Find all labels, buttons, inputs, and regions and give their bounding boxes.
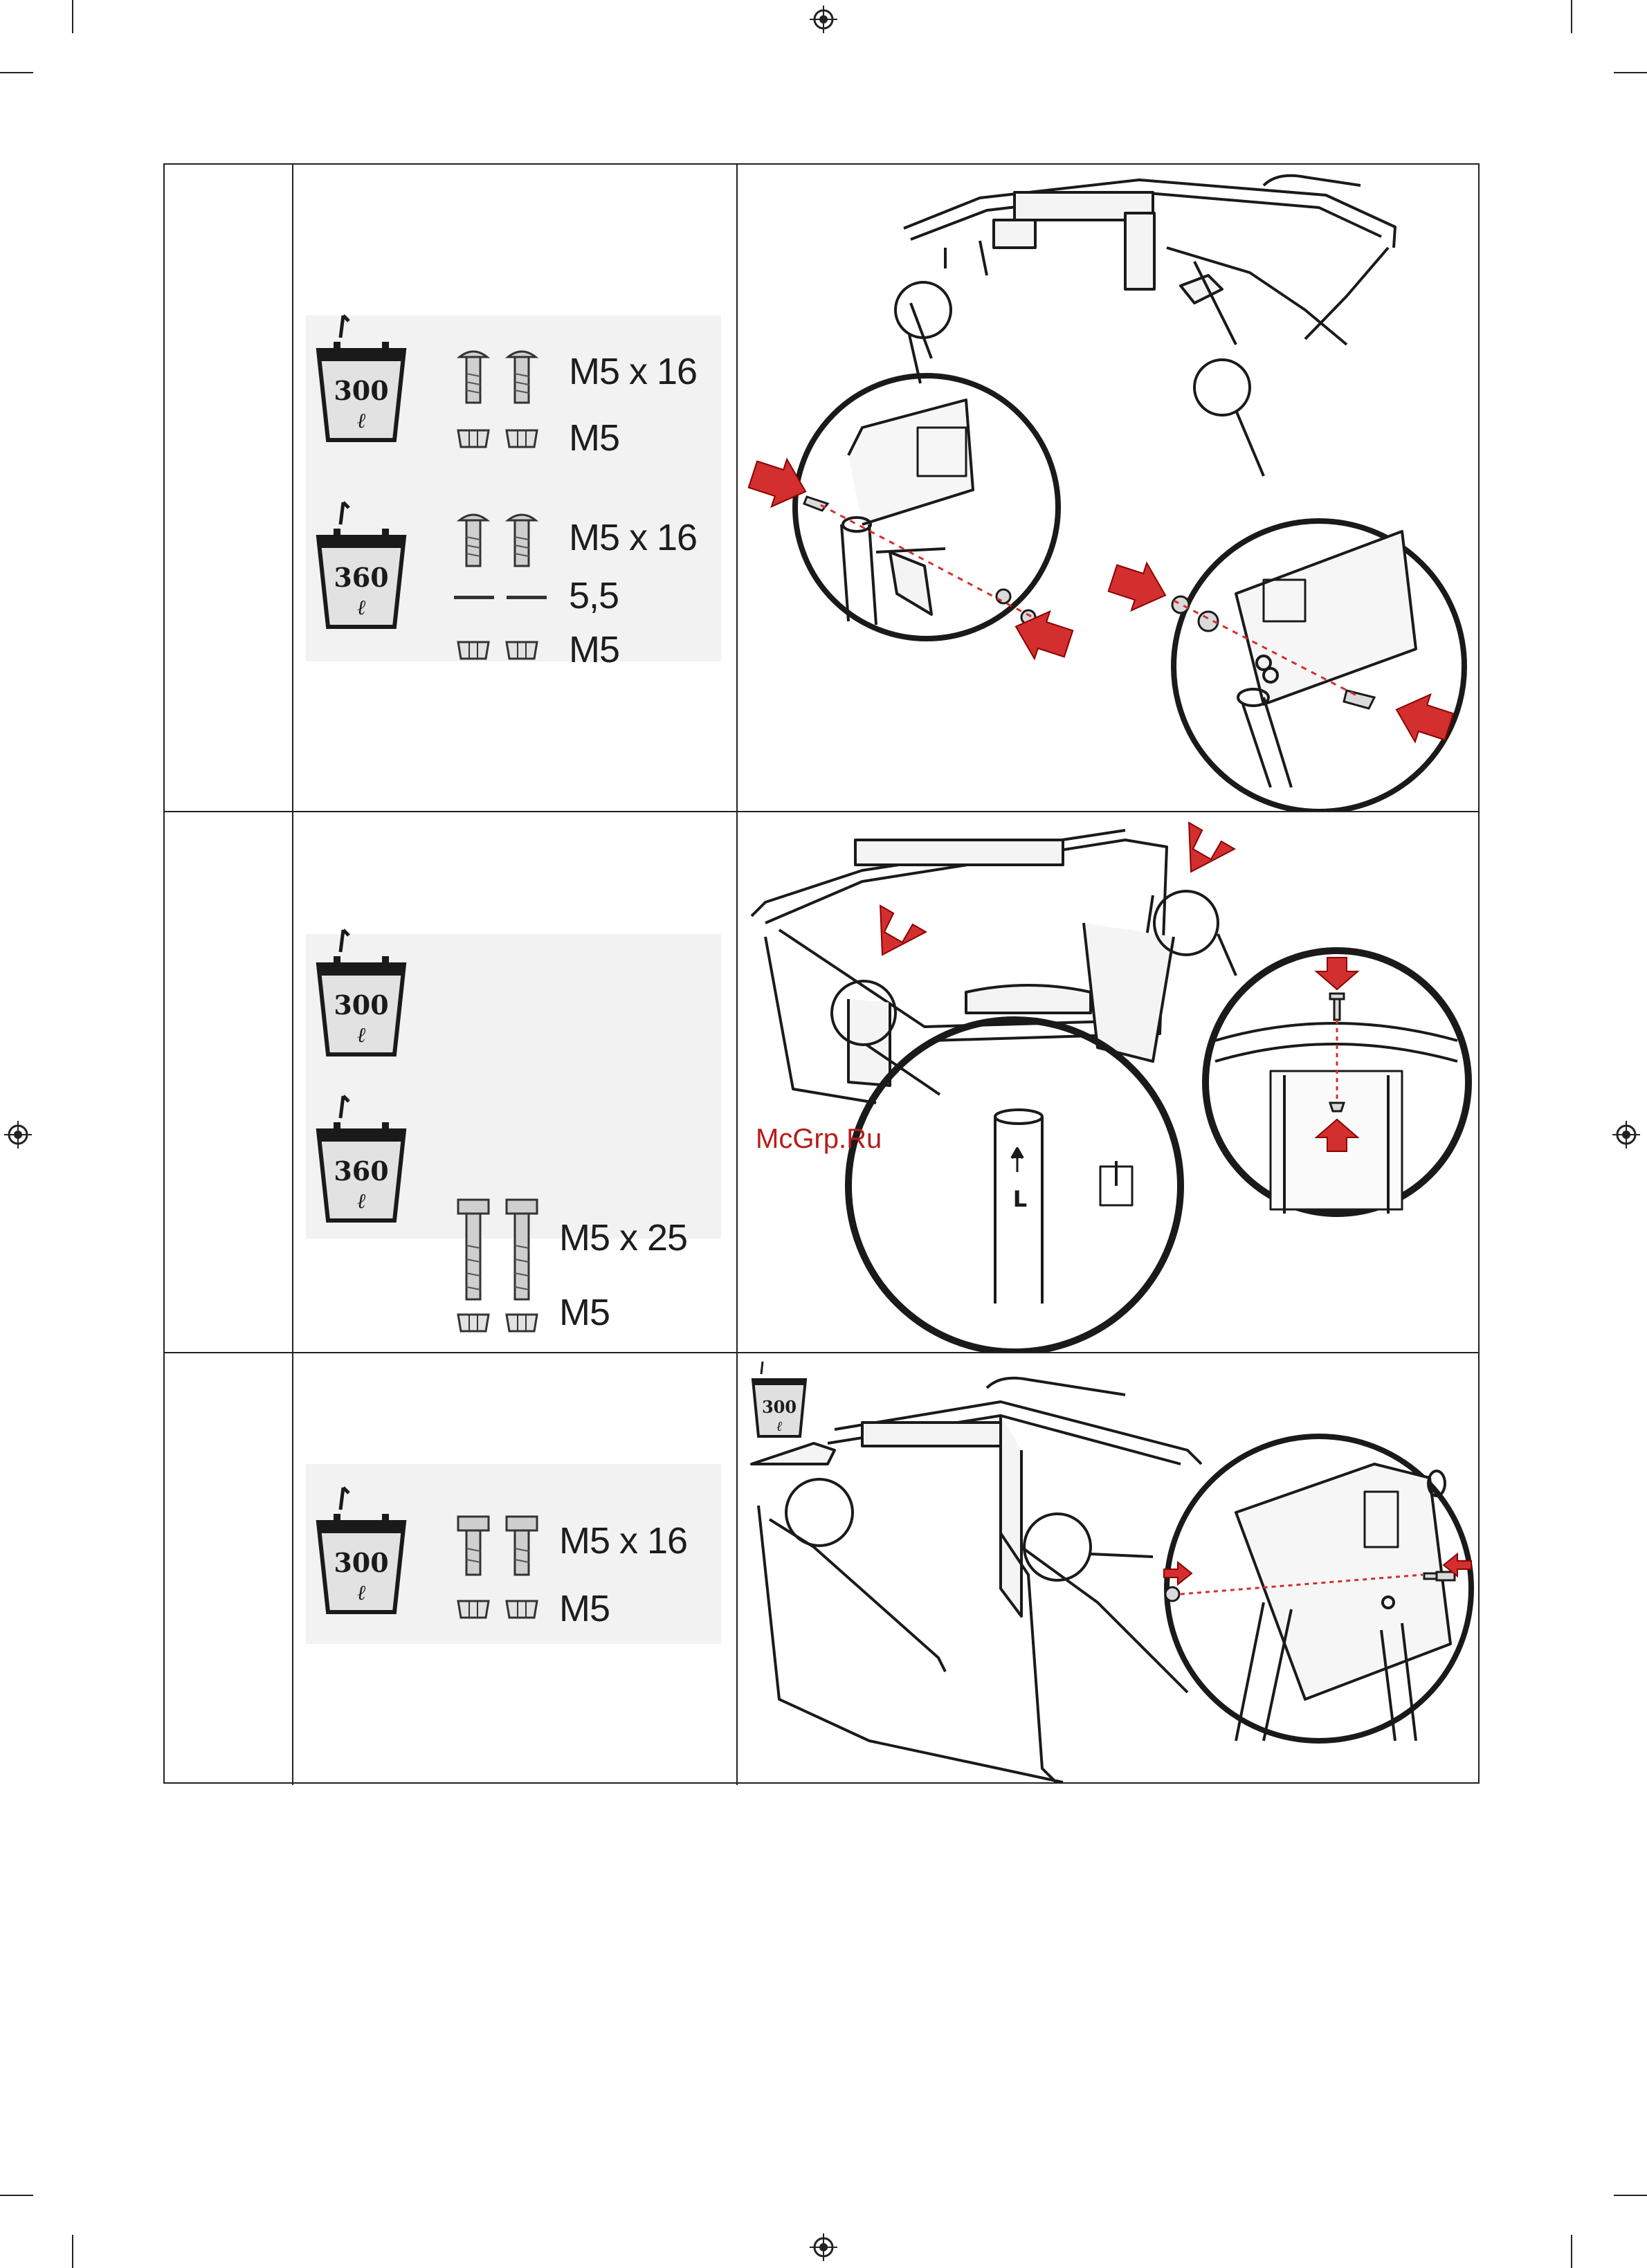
svg-text:360: 360 xyxy=(334,1155,389,1187)
washer-icon xyxy=(451,594,555,602)
crop-mark xyxy=(1614,2195,1647,2196)
bin-300-icon xyxy=(313,309,410,447)
registration-mark-icon xyxy=(810,6,837,33)
bin-360-icon xyxy=(313,495,410,634)
parts-list-cell xyxy=(293,165,738,811)
svg-text:ℓ: ℓ xyxy=(356,1023,366,1048)
hex-bolt-icon xyxy=(454,1514,551,1577)
crop-mark xyxy=(0,2195,33,2196)
part-label: M5 x 25 xyxy=(559,1217,688,1259)
crop-mark xyxy=(1571,2235,1572,2268)
svg-text:ℓ: ℓ xyxy=(356,596,366,620)
svg-text:ℓ: ℓ xyxy=(356,1581,366,1605)
bin-300-badge-icon xyxy=(753,1362,806,1436)
svg-text:ℓ: ℓ xyxy=(356,1189,366,1214)
assembly-figure-cell xyxy=(738,165,1478,811)
crop-mark xyxy=(72,0,73,33)
registration-mark-icon xyxy=(810,2233,837,2261)
crop-mark xyxy=(0,72,33,73)
step-1-illustration xyxy=(738,165,1478,811)
step-number-cell xyxy=(165,1353,293,1785)
bin-300-icon xyxy=(313,1481,410,1619)
step-row-2 xyxy=(165,812,1478,1353)
step-3-illustration xyxy=(738,1353,1478,1784)
part-label: M5 xyxy=(559,1588,610,1629)
svg-text:L: L xyxy=(1012,1186,1028,1212)
step-number-cell xyxy=(165,812,293,1352)
bin-360-icon xyxy=(313,1089,410,1227)
part-label: M5 xyxy=(569,417,620,459)
nut-icon xyxy=(454,637,551,664)
carriage-bolt-icon xyxy=(454,509,551,569)
step-row-3 xyxy=(165,1353,1478,1785)
svg-text:300: 300 xyxy=(334,375,389,406)
registration-mark-icon xyxy=(1612,1121,1640,1149)
nut-icon xyxy=(454,425,551,452)
carriage-bolt-icon xyxy=(454,346,551,405)
registration-mark-icon xyxy=(4,1121,32,1149)
part-label: M5 xyxy=(569,629,620,670)
part-label: 5,5 xyxy=(569,575,619,616)
svg-text:360: 360 xyxy=(334,562,389,593)
svg-text:300: 300 xyxy=(334,1547,389,1578)
assembly-figure-cell xyxy=(738,812,1478,1352)
part-label: M5 xyxy=(559,1292,610,1333)
crop-mark xyxy=(1571,0,1572,33)
crop-mark xyxy=(1614,72,1647,73)
assembly-steps-table xyxy=(163,163,1480,1784)
nut-icon xyxy=(454,1595,551,1623)
crop-mark xyxy=(72,2235,73,2268)
part-label: M5 x 16 xyxy=(569,351,698,392)
svg-text:ℓ: ℓ xyxy=(356,409,366,433)
svg-text:300: 300 xyxy=(334,989,389,1021)
step-row-1 xyxy=(165,165,1478,812)
step-2-illustration xyxy=(738,812,1478,1352)
nut-icon xyxy=(454,1309,551,1337)
part-label: M5 x 16 xyxy=(569,517,698,558)
watermark: McGrp.Ru xyxy=(756,1124,882,1154)
step-number-cell xyxy=(165,165,293,811)
parts-list-cell xyxy=(293,812,738,1352)
bin-300-icon xyxy=(313,923,410,1061)
svg-text:300: 300 xyxy=(761,1397,797,1417)
part-label: M5 x 16 xyxy=(559,1520,688,1562)
svg-text:ℓ: ℓ xyxy=(776,1418,783,1434)
parts-list-cell xyxy=(293,1353,738,1785)
hex-bolt-icon xyxy=(454,1197,551,1302)
assembly-figure-cell xyxy=(738,1353,1478,1785)
